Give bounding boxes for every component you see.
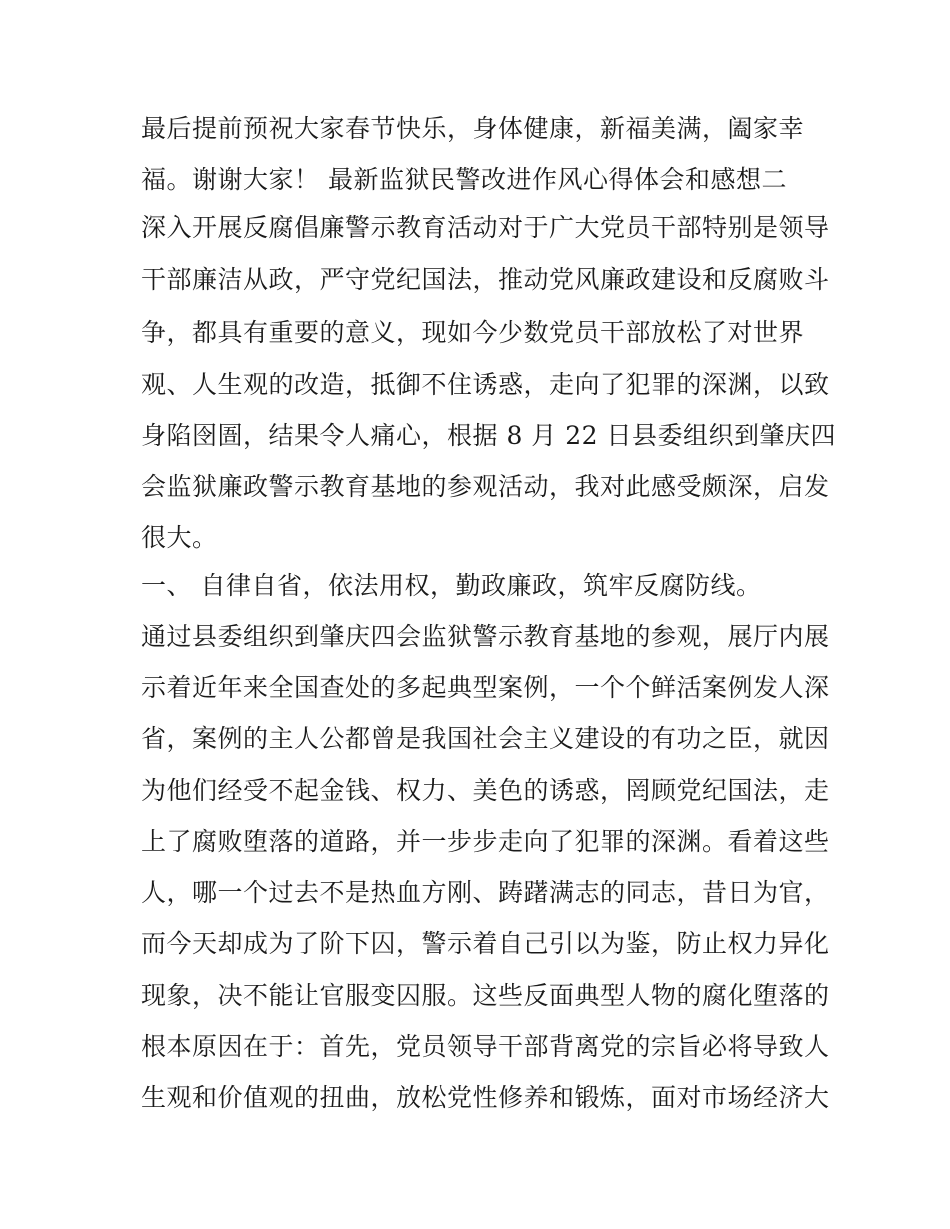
text-line: 身陷囹圄，结果令人痛心，根据 8 月 22 日县委组织到肇庆四	[141, 421, 837, 450]
text-line: 干部廉洁从政，严守党纪国法，推动党风廉政建设和反腐败斗	[141, 265, 830, 294]
text-line: 上了腐败堕落的道路，并一步步走向了犯罪的深渊。看着这些	[141, 827, 830, 856]
text-line: 人，哪一个过去不是热血方刚、踌躇满志的同志，昔日为官，	[141, 878, 830, 907]
text-line: 会监狱廉政警示教育基地的参观活动，我对此感受颇深，启发	[141, 472, 830, 501]
text-line: 很大。	[141, 523, 218, 552]
text-line: 而今天却成为了阶下囚，警示着自己引以为鉴，防止权力异化	[141, 929, 830, 958]
text-line: 示着近年来全国查处的多起典型案例，一个个鲜活案例发人深	[141, 673, 830, 702]
section-heading: 一、 自律自省，依法用权，勤政廉政，筑牢反腐防线。	[141, 571, 762, 600]
text-line: 省，案例的主人公都曾是我国社会主义建设的有功之臣，就因	[141, 724, 830, 753]
text-line: 现象，决不能让官服变囚服。这些反面典型人物的腐化堕落的	[141, 981, 830, 1010]
text-line: 争，都具有重要的意义，现如今少数党员干部放松了对世界	[141, 318, 805, 347]
text-line: 根本原因在于：首先，党员领导干部背离党的宗旨必将导致人	[141, 1032, 830, 1061]
text-line: 生观和价值观的扭曲，放松党性修养和锻炼，面对市场经济大	[141, 1083, 830, 1112]
text-line: 为他们经受不起金钱、权力、美色的诱惑，罔顾党纪国法，走	[141, 776, 830, 805]
text-line: 福。谢谢大家！ 最新监狱民警改进作风心得体会和感想二	[141, 165, 787, 194]
text-line: 观、人生观的改造，抵御不住诱惑，走向了犯罪的深渊，以致	[141, 370, 830, 399]
text-line: 通过县委组织到肇庆四会监狱警示教育基地的参观，展厅内展	[141, 622, 830, 651]
text-line: 最后提前预祝大家春节快乐，身体健康，新福美满，阖家幸	[141, 114, 805, 143]
text-line: 深入开展反腐倡廉警示教育活动对于广大党员干部特别是领导	[141, 213, 830, 242]
